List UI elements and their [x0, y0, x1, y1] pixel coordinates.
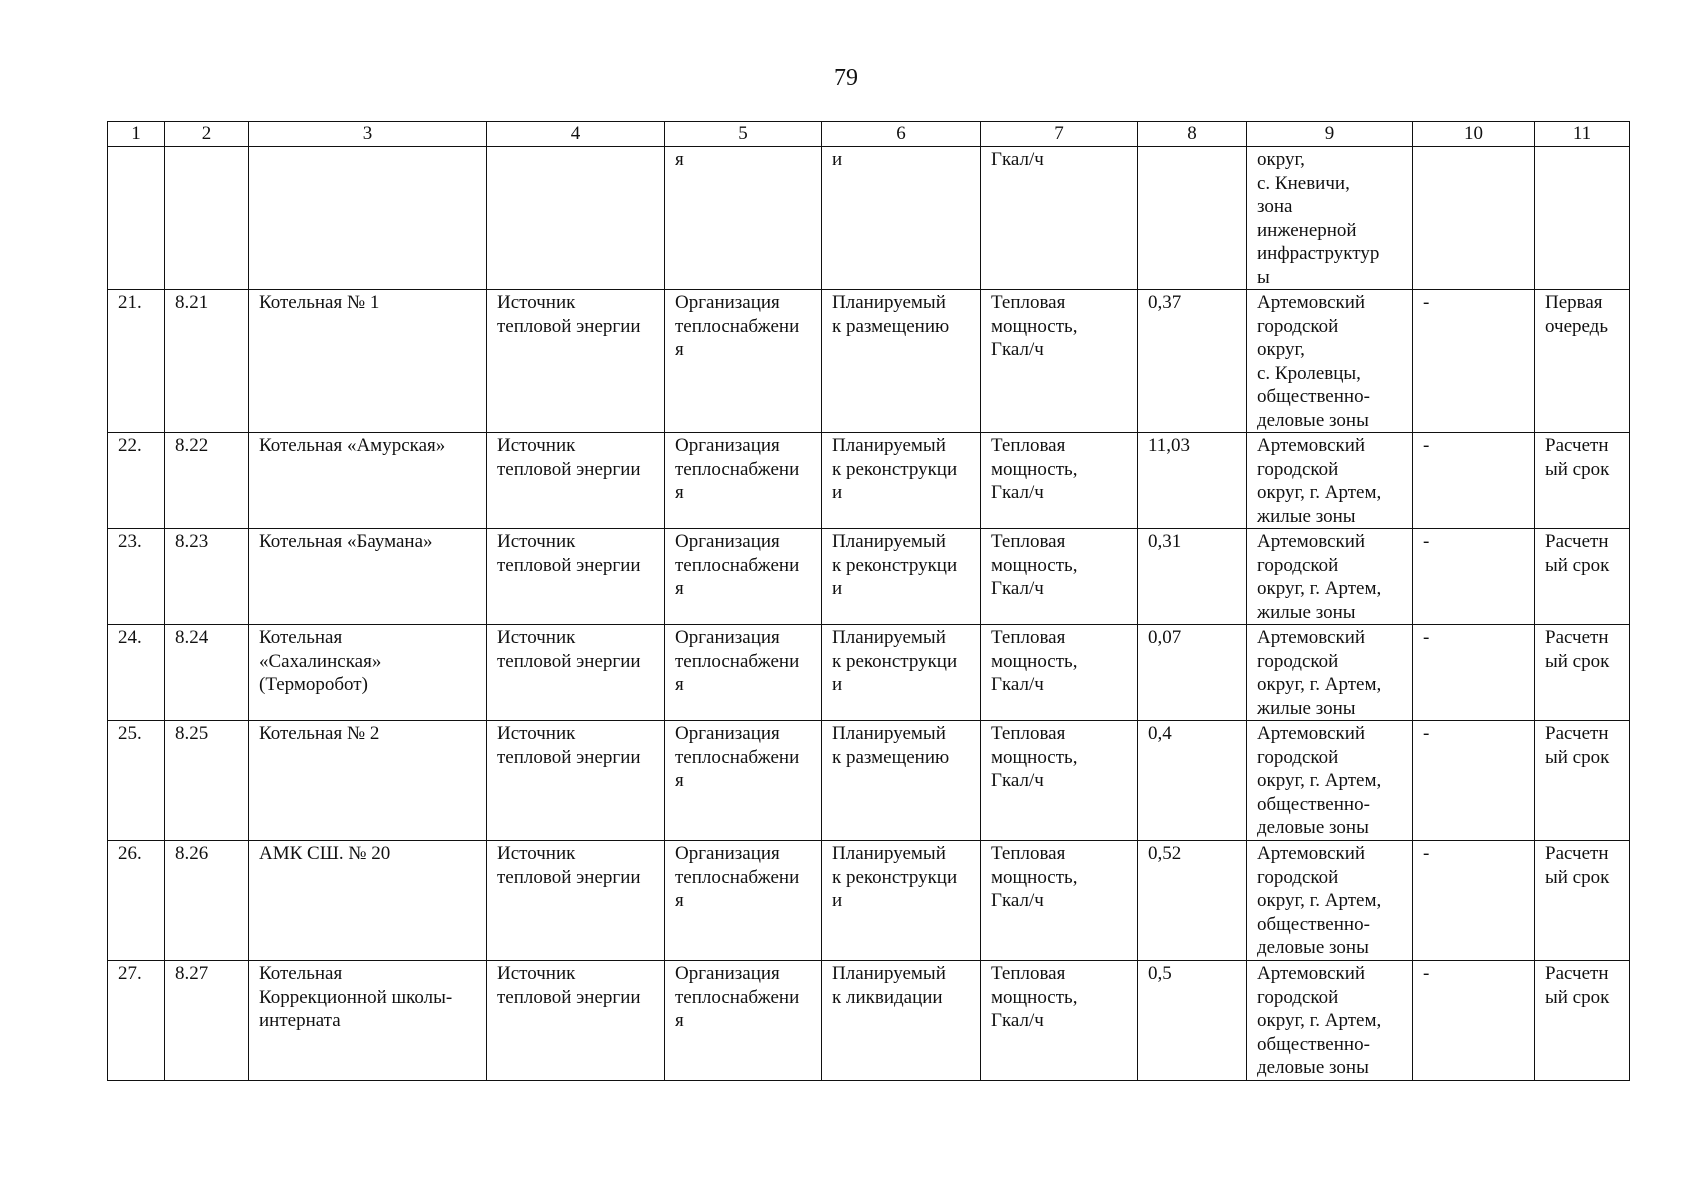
stage-cell: Расчетн ый срок: [1535, 841, 1630, 961]
name-cell: [249, 147, 487, 290]
row-number-cell: 21.: [108, 290, 165, 433]
header-cell: 2: [165, 122, 249, 147]
type-cell: Источник тепловой энергии: [487, 625, 665, 721]
value-cell: 11,03: [1138, 433, 1247, 529]
table-row: [108, 841, 1630, 961]
characteristic-cell: Гкал/ч: [981, 147, 1138, 290]
type-cell: Источник тепловой энергии: [487, 433, 665, 529]
page-number: 79: [834, 65, 858, 91]
zone-cell: -: [1413, 841, 1535, 961]
location-cell: округ, с. Кневичи, зона инженерной инфраструктур ы: [1247, 147, 1413, 290]
table-row: [108, 433, 1630, 529]
name-cell: Котельная Коррекционной школы- интерната: [249, 961, 487, 1081]
header-cell: 5: [665, 122, 822, 147]
header-cell: 10: [1413, 122, 1535, 147]
row-number-cell: [108, 147, 165, 290]
header-cell: 8: [1138, 122, 1247, 147]
zone-cell: -: [1413, 625, 1535, 721]
type-cell: Источник тепловой энергии: [487, 721, 665, 841]
stage-cell: Расчетн ый срок: [1535, 433, 1630, 529]
status-cell: Планируемый к реконструкци и: [822, 433, 981, 529]
value-cell: 0,5: [1138, 961, 1247, 1081]
table-body: [108, 122, 1630, 1081]
purpose-cell: Организация теплоснабжени я: [665, 841, 822, 961]
code-cell: 8.26: [165, 841, 249, 961]
status-cell: Планируемый к размещению: [822, 721, 981, 841]
purpose-cell: Организация теплоснабжени я: [665, 721, 822, 841]
characteristic-cell: Тепловая мощность, Гкал/ч: [981, 721, 1138, 841]
value-cell: 0,4: [1138, 721, 1247, 841]
header-cell: 7: [981, 122, 1138, 147]
type-cell: Источник тепловой энергии: [487, 841, 665, 961]
row-number-cell: 23.: [108, 529, 165, 625]
name-cell: Котельная «Баумана»: [249, 529, 487, 625]
purpose-cell: Организация теплоснабжени я: [665, 433, 822, 529]
name-cell: Котельная № 1: [249, 290, 487, 433]
row-number-cell: 26.: [108, 841, 165, 961]
purpose-cell: Организация теплоснабжени я: [665, 290, 822, 433]
characteristic-cell: Тепловая мощность, Гкал/ч: [981, 290, 1138, 433]
table-row: [108, 961, 1630, 1081]
value-cell: 0,31: [1138, 529, 1247, 625]
type-cell: Источник тепловой энергии: [487, 961, 665, 1081]
name-cell: Котельная «Амурская»: [249, 433, 487, 529]
zone-cell: -: [1413, 290, 1535, 433]
location-cell: Артемовский городской округ, г. Артем, общественно- деловые зоны: [1247, 841, 1413, 961]
code-cell: 8.27: [165, 961, 249, 1081]
type-cell: [487, 147, 665, 290]
purpose-cell: Организация теплоснабжени я: [665, 961, 822, 1081]
zone-cell: -: [1413, 529, 1535, 625]
table-row: [108, 625, 1630, 721]
location-cell: Артемовский городской округ, г. Артем, жилые зоны: [1247, 529, 1413, 625]
row-number-cell: 25.: [108, 721, 165, 841]
name-cell: АМК СШ. № 20: [249, 841, 487, 961]
stage-cell: Расчетн ый срок: [1535, 961, 1630, 1081]
characteristic-cell: Тепловая мощность, Гкал/ч: [981, 961, 1138, 1081]
row-number-cell: 22.: [108, 433, 165, 529]
location-cell: Артемовский городской округ, г. Артем, жилые зоны: [1247, 433, 1413, 529]
stage-cell: Первая очередь: [1535, 290, 1630, 433]
zone-cell: -: [1413, 433, 1535, 529]
purpose-cell: Организация теплоснабжени я: [665, 625, 822, 721]
code-cell: 8.24: [165, 625, 249, 721]
value-cell: [1138, 147, 1247, 290]
table-row: [108, 529, 1630, 625]
location-cell: Артемовский городской округ, с. Кролевцы, общественно- деловые зоны: [1247, 290, 1413, 433]
characteristic-cell: Тепловая мощность, Гкал/ч: [981, 433, 1138, 529]
stage-cell: Расчетн ый срок: [1535, 625, 1630, 721]
name-cell: Котельная «Сахалинская» (Терморобот): [249, 625, 487, 721]
table-row: [108, 721, 1630, 841]
status-cell: Планируемый к размещению: [822, 290, 981, 433]
status-cell: Планируемый к реконструкци и: [822, 625, 981, 721]
code-cell: 8.21: [165, 290, 249, 433]
zone-cell: -: [1413, 721, 1535, 841]
location-cell: Артемовский городской округ, г. Артем, общественно- деловые зоны: [1247, 961, 1413, 1081]
zone-cell: -: [1413, 961, 1535, 1081]
value-cell: 0,37: [1138, 290, 1247, 433]
value-cell: 0,07: [1138, 625, 1247, 721]
header-cell: 1: [108, 122, 165, 147]
code-cell: 8.25: [165, 721, 249, 841]
zone-cell: [1413, 147, 1535, 290]
code-cell: 8.22: [165, 433, 249, 529]
location-cell: Артемовский городской округ, г. Артем, общественно- деловые зоны: [1247, 721, 1413, 841]
status-cell: Планируемый к ликвидации: [822, 961, 981, 1081]
table-row: [108, 290, 1630, 433]
row-number-cell: 24.: [108, 625, 165, 721]
header-cell: 9: [1247, 122, 1413, 147]
row-number-cell: 27.: [108, 961, 165, 1081]
status-cell: Планируемый к реконструкци и: [822, 841, 981, 961]
header-cell: 3: [249, 122, 487, 147]
name-cell: Котельная № 2: [249, 721, 487, 841]
type-cell: Источник тепловой энергии: [487, 529, 665, 625]
heat-sources-table: [107, 121, 1630, 1081]
characteristic-cell: Тепловая мощность, Гкал/ч: [981, 529, 1138, 625]
table-row: [108, 147, 1630, 290]
stage-cell: Расчетн ый срок: [1535, 721, 1630, 841]
type-cell: Источник тепловой энергии: [487, 290, 665, 433]
stage-cell: Расчетн ый срок: [1535, 529, 1630, 625]
purpose-cell: я: [665, 147, 822, 290]
characteristic-cell: Тепловая мощность, Гкал/ч: [981, 625, 1138, 721]
table-header-row: [108, 122, 1630, 147]
stage-cell: [1535, 147, 1630, 290]
characteristic-cell: Тепловая мощность, Гкал/ч: [981, 841, 1138, 961]
header-cell: 11: [1535, 122, 1630, 147]
status-cell: Планируемый к реконструкци и: [822, 529, 981, 625]
code-cell: 8.23: [165, 529, 249, 625]
header-cell: 4: [487, 122, 665, 147]
header-cell: 6: [822, 122, 981, 147]
value-cell: 0,52: [1138, 841, 1247, 961]
status-cell: и: [822, 147, 981, 290]
location-cell: Артемовский городской округ, г. Артем, жилые зоны: [1247, 625, 1413, 721]
code-cell: [165, 147, 249, 290]
purpose-cell: Организация теплоснабжени я: [665, 529, 822, 625]
